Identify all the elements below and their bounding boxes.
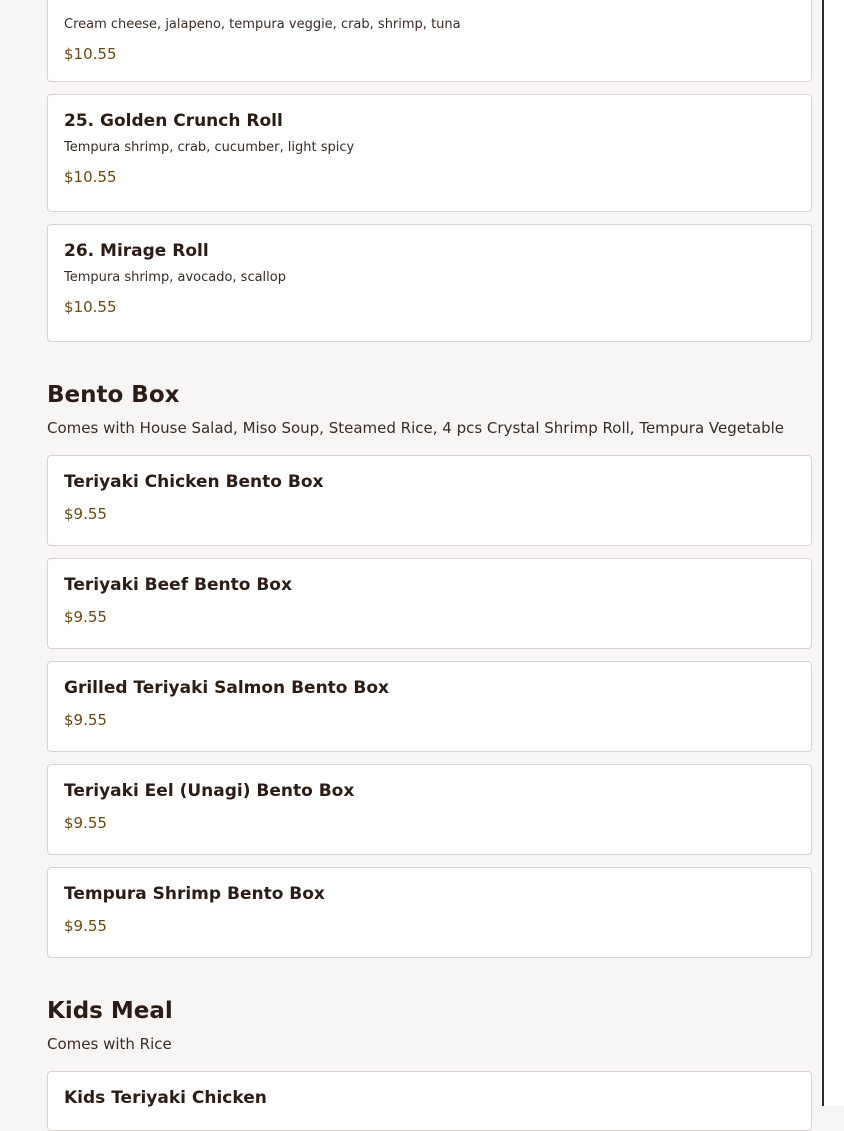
right-gutter — [824, 0, 844, 1106]
kids-meal-section — [47, 970, 812, 1131]
menu-item-description: Cream cheese, jalapeno, tempura veggie, crab, shrimp, tuna — [64, 17, 461, 32]
menu-item-price: $9.55 — [64, 917, 107, 935]
section-subtitle: Comes with House Salad, Miso Soup, Steamed Rice, 4 pcs Crystal Shrimp Roll, Tempura Vegetable — [47, 419, 784, 437]
menu-item-price: $10.55 — [64, 45, 117, 63]
menu-item-name: Teriyaki Beef Bento Box — [64, 575, 292, 595]
section-heading: Bento Box — [47, 382, 180, 408]
menu-item-card[interactable] — [47, 0, 812, 82]
menu-item-name: Teriyaki Chicken Bento Box — [64, 472, 324, 492]
menu-item-name: Teriyaki Eel (Unagi) Bento Box — [64, 781, 355, 801]
section-heading: Kids Meal — [47, 998, 173, 1024]
menu-item-price: $9.55 — [64, 814, 107, 832]
menu-item-card[interactable] — [47, 764, 812, 855]
menu-item-card[interactable] — [47, 1071, 812, 1131]
menu-item-price: $9.55 — [64, 505, 107, 523]
menu-item-card[interactable] — [47, 94, 812, 212]
menu-item-price: $9.55 — [64, 608, 107, 626]
menu-item-card[interactable] — [47, 661, 812, 752]
menu-item-name: Kids Teriyaki Chicken — [64, 1088, 267, 1108]
menu-item-name: Tempura Shrimp Bento Box — [64, 884, 325, 904]
menu-item-price: $10.55 — [64, 168, 117, 186]
menu-item-card[interactable] — [47, 558, 812, 649]
menu-item-description: Tempura shrimp, crab, cucumber, light spicy — [64, 140, 355, 155]
menu-item-name: Grilled Teriyaki Salmon Bento Box — [64, 678, 389, 698]
menu-item-name: 25. Golden Crunch Roll — [64, 111, 283, 131]
menu-item-card[interactable] — [47, 867, 812, 958]
menu-content — [47, 0, 812, 1131]
section-subtitle: Comes with Rice — [47, 1035, 172, 1053]
bento-box-section — [47, 354, 812, 958]
menu-item-price: $9.55 — [64, 711, 107, 729]
menu-item-price: $10.55 — [64, 298, 117, 316]
menu-item-card[interactable] — [47, 455, 812, 546]
menu-item-card[interactable] — [47, 224, 812, 342]
menu-item-name: 26. Mirage Roll — [64, 241, 209, 261]
menu-item-description: Tempura shrimp, avocado, scallop — [64, 270, 286, 285]
